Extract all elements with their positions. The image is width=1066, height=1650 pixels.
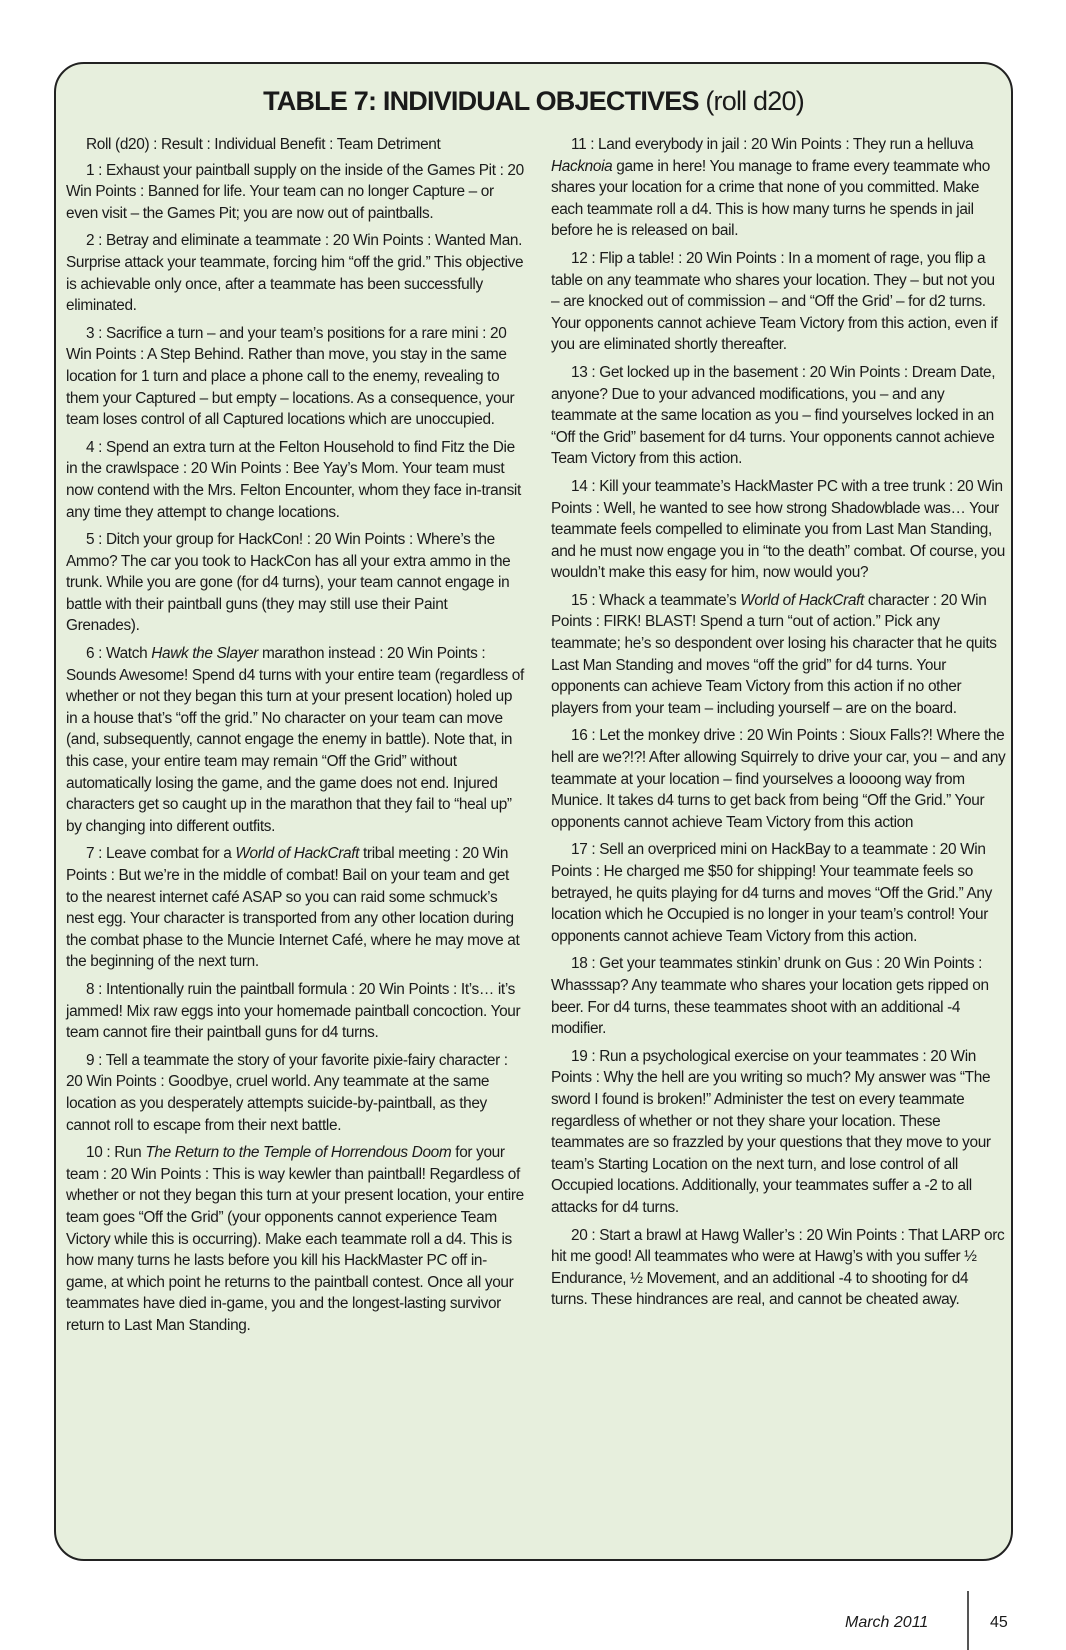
table-header-row: Roll (d20) : Result : Individual Benefit : Team Detriment (86, 136, 441, 153)
entry-2: 2 : Betray and eliminate a teammate : 20 Win Points : Wanted Man. Surprise attack your teammate, forcing him “off the grid.” This objective is achievable only once, after a teammate has been successfully eliminated. (66, 232, 524, 315)
entry-12: 12 : Flip a table! : 20 Win Points : In a moment of rage, you flip a table on any teammate who shares your location. They – but not you – are knocked out of commission – and “Off the Grid’ – for d2 turns. Your opponents cannot achieve Team Victory from this action, even if you are eliminated shortly thereafter. (551, 249, 998, 354)
entry-1: 1 : Exhaust your paintball supply on the inside of the Games Pit : 20 Win Points : Banned for life. Your team can no longer Capture – or even visit – the Games Pit; you are now out of paintballs. (66, 161, 524, 222)
footer-divider (967, 1591, 969, 1650)
footer-date: March 2011 (845, 1614, 929, 1631)
entry-11: 11 : Land everybody in jail : 20 Win Points : They run a helluva Hacknoia game in here! You manage to frame every teammate who shares your location for a crime that none of you committed. Make each teammate roll a d4. This is how many turns he spends in jail before he is released on bail. (551, 136, 990, 240)
table-title-bold: TABLE 7: INDIVIDUAL OBJECTIVES (263, 86, 699, 116)
right-column (551, 134, 1006, 1317)
entry-5: 5 : Ditch your group for HackCon! : 20 Win Points : Where’s the Ammo? The car you took to HackCon has all your extra ammo in the trunk. While you are gone (for d4 turns), your team cannot engage in battle with their paintball guns (they may still use their Paint Grenades). (66, 531, 511, 635)
entry-4: 4 : Spend an extra turn at the Felton Household to find Fitz the Die in the crawlspace : 20 Win Points : Bee Yay’s Mom. Your team must now contend with the Mrs. Felton Encounter, whom they face in-transit any time they attempt to change locations. (66, 438, 521, 521)
entry-3: 3 : Sacrifice a turn – and your team’s positions for a rare mini : 20 Win Points : A Step Behind. Rather than move, you stay in the same location for 1 turn and place a phone call to the enemy, revealing to them your Captured – but empty – locations. As a consequence, your team loses control of all Captured locations which are unoccupied. (66, 324, 515, 429)
table-title-suffix: (roll d20) (705, 86, 804, 116)
entry-18: 18 : Get your teammates stinkin’ drunk on Gus : 20 Win Points : Whasssap? Any teammate who shares your location gets ripped on beer. For d4 turns, these teammates shoot with an additional -4 modifier. (551, 955, 989, 1038)
objectives-table-box (54, 62, 1013, 1561)
entry-17: 17 : Sell an overpriced mini on HackBay to a teammate : 20 Win Points : He charged me $50 for shipping! Your teammate feels so betrayed, he quits playing for d4 turns and moves “Off the Grid.” Any location which he Occupied is no longer in your team’s control! Your opponents cannot achieve Team Victory from this action. (551, 841, 992, 945)
entry-9: 9 : Tell a teammate the story of your favorite pixie-fairy character : 20 Win Points : Goodbye, cruel world. Any teammate at the same location as you desperately attempts suicide-by-paintball, as they cannot roll to escape from their next battle. (66, 1051, 508, 1134)
entry-7: 7 : Leave combat for a World of HackCraft tribal meeting : 20 Win Points : But we’re in the middle of combat! Bail on your team and get to the nearest internet café ASAP so you can raid some schmuck’s nest egg. Your character is transported from any other location during the combat phase to the Muncie Internet Café, where he may move at the beginning of the next turn. (66, 845, 520, 971)
entry-6: 6 : Watch Hawk the Slayer marathon instead : 20 Win Points : Sounds Awesome! Spend d4 turns with your entire team (regardless of whether or not they began this turn at your present location) holed up in a house that’s “off the grid.” No character on your team can move (and, subsequently, cannot engage the enemy in battle). Note that, in this case, your entire team may remain “Off the Grid” without automatically losing the game, and the game does not end. Injured characters get so caught up in the marathon that they fail to “heal up” by changing into different outfits. (66, 645, 524, 835)
entry-14: 14 : Kill your teammate’s HackMaster PC with a tree trunk : 20 Win Points : Well, he wanted to see how strong Shadowblade was… Your teammate feels compelled to eliminate you from Last Man Standing, and he must now engage you in “to the death” combat. Of course, you wouldn’t make this easy for him, now would you? (551, 477, 1005, 582)
table-title (56, 86, 1011, 117)
entry-16: 16 : Let the monkey drive : 20 Win Points : Sioux Falls?! Where the hell are we?!?! After allowing Squirrely to drive your car, you – and any teammate at your location – find yourselves a loooong way from Munice. It takes d4 turns to get back from being “Off the Grid.” Your opponents cannot achieve Team Victory from this action (551, 727, 1006, 831)
entry-20: 20 : Start a brawl at Hawg Waller’s : 20 Win Points : That LARP orc hit me good! All teammates who were at Hawg’s with you suffer ½ Endurance, ½ Movement, and an additional -4 to shooting for d4 turns. These hindrances are real, and cannot be cheated away. (551, 1226, 1005, 1309)
entry-15: 15 : Whack a teammate’s World of HackCraft character : 20 Win Points : FIRK! BLAST! Spend a turn “out of action.” Pick any teammate; he’s so despondent over losing his character that he quits Last Man Standing and moves “off the grid” for d4 turns. Your opponents can achieve Team Victory from this action if no other players from your team – including yourself – are on the board. (551, 591, 997, 717)
page-number: 45 (990, 1614, 1008, 1631)
entry-10: 10 : Run The Return to the Temple of Horrendous Doom for your team : 20 Win Points : This is way kewler than paintball! Regardless of whether or not they began this turn at your present location, your entire team goes “Off the Grid” (your opponents cannot experience Team Victory while this is occurring). Make each teammate roll a d4. This is how many turns he lasts before you kill his HackMaster PC off in-game, at which point he returns to the paintball contest. Once all your teammates have died in-game, you and the longest-lasting survivor return to Last Man Standing. (66, 1144, 524, 1334)
entry-13: 13 : Get locked up in the basement : 20 Win Points : Dream Date, anyone? Due to your advanced modifications, you – and any teammate at the same location as you – find yourselves locked in an “Off the Grid” basement for d4 turns. Your opponents cannot achieve Team Victory from this action. (551, 363, 996, 468)
entry-19: 19 : Run a psychological exercise on your teammates : 20 Win Points : Why the hell are you writing so much? My answer was “The sword I found is broken!” Administer the test on every teammate regardless of whether or not they share your location. These teammates are so frazzled by your questions that they move to your team’s Starting Location on the next turn, and lose control of all Occupied locations. Additionally, your teammates suffer a -2 to all attacks for d4 turns. (551, 1047, 991, 1216)
entry-8: 8 : Intentionally ruin the paintball formula : 20 Win Points : It’s… it’s jammed! Mix raw eggs into your homemade paintball concoction. Your team cannot fire their paintball guns for d4 turns. (66, 980, 521, 1042)
left-column (66, 134, 524, 1342)
